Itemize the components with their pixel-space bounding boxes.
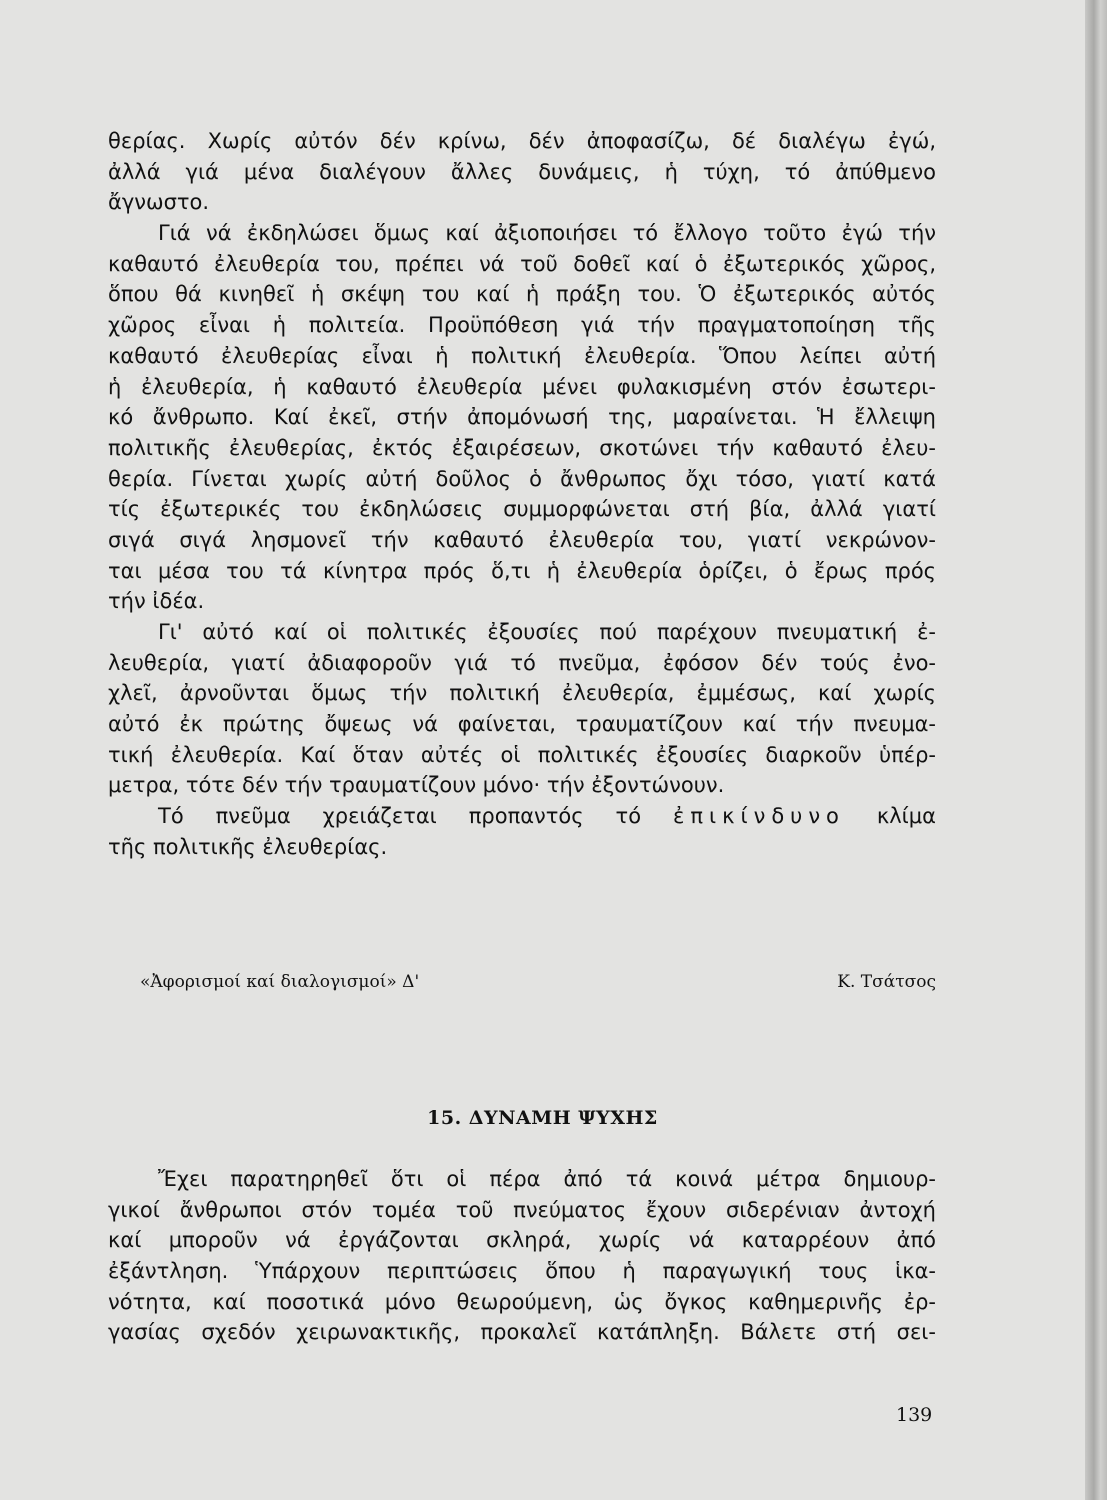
text-line: θερίας. Χωρίς αὐτόν δέν κρίνω, δέν ἀποφασίζω, δέ διαλέγω ἐγώ, <box>108 129 936 153</box>
text-line: Ἔχει παρατηρηθεῖ ὅτι οἱ πέρα ἀπό τά κοινά μέτρα δημιουρ- <box>158 1167 936 1191</box>
text-line: ἐξάντληση. Ὑπάρχουν περιπτώσεις ὅπου ἡ παραγωγική τους ἱκα- <box>108 1259 936 1284</box>
text-line: καί μποροῦν νά ἐργάζονται σκληρά, χωρίς νά καταρρέουν ἀπό <box>108 1228 936 1253</box>
section-heading: 15. ΔΥΝΑΜΗ ΨΥΧΗΣ <box>427 1107 658 1129</box>
text-line: καθαυτό ἐλευθερία του, πρέπει νά τοῦ δοθεῖ καί ὁ ἐξωτερικός χῶρος, <box>108 251 936 276</box>
text-line: ἡ ἐλευθερία, ἡ καθαυτό ἐλευθερία μένει φυλακισμένη στόν ἐσωτερι- <box>108 374 936 399</box>
text-line: αὐτό ἐκ πρώτης ὄψεως νά φαίνεται, τραυματίζουν καί τήν πνευμα- <box>108 712 936 737</box>
text-line: λευθερία, γιατί ἀδιαφοροῦν γιά τό πνεῦμα, ἐφόσον δέν τούς ἐνο- <box>108 650 936 675</box>
text-line: νότητα, καί ποσοτικά μόνο θεωρούμενη, ὡς ὄγκος καθημερινῆς ἐρ- <box>108 1289 936 1314</box>
text-line: ἄγνωστο. <box>108 190 210 215</box>
attribution-author: Κ. Τσάτσος <box>837 972 936 992</box>
text-line: καθαυτό ἐλευθερίας εἶναι ἡ πολιτική ἐλευθερία. Ὅπου λείπει αὐτή <box>108 343 936 368</box>
text-line: Γιά νά ἐκδηλώσει ὅμως καί ἀξιοποιήσει τό ἔλλογο τοῦτο ἐγώ τήν <box>158 221 936 246</box>
text-line: μετρα, τότε δέν τήν τραυματίζουν μόνο· τήν ἐξοντώνουν. <box>108 773 725 798</box>
text-block-2 <box>108 1164 936 1348</box>
text-segment: κλίμα <box>876 804 936 829</box>
page-stack-edge <box>1085 0 1107 1500</box>
spaced-emphasis: ἐπικίνδυνο <box>673 804 845 829</box>
text-line: σιγά σιγά λησμονεῖ τήν καθαυτό ἐλευθερία του, γιατί νεκρώνον- <box>108 527 936 552</box>
text-line: κό ἄνθρωπο. Καί ἐκεῖ, στήν ἀπομόνωσή της, μαραίνεται. Ἡ ἔλλειψη <box>108 405 936 430</box>
text-line: τήν ἰδέα. <box>108 589 205 614</box>
attribution <box>140 972 936 992</box>
text-line: τίς ἐξωτερικές του ἐκδηλώσεις συμμορφώνεται στή βία, ἀλλά γιατί <box>108 497 936 522</box>
text-line: τική ἐλευθερία. Καί ὅταν αὐτές οἱ πολιτικές ἐξουσίες διαρκοῦν ὑπέρ- <box>108 742 936 767</box>
text-segment: Τό πνεῦμα χρειάζεται προπαντός τό <box>158 804 642 829</box>
text-line: πολιτικῆς ἐλευθερίας, ἐκτός ἐξαιρέσεων, σκοτώνει τήν καθαυτό ἐλευ- <box>108 435 936 460</box>
text-line <box>108 801 936 832</box>
text-line: θερία. Γίνεται χωρίς αὐτή δοῦλος ὁ ἄνθρωπος ὄχι τόσο, γιατί κατά <box>108 466 936 491</box>
text-line: χῶρος εἶναι ἡ πολιτεία. Προϋπόθεση γιά τήν πραγματοποίηση τῆς <box>108 313 936 338</box>
text-line: ται μέσα του τά κίνητρα πρός ὅ,τι ἡ ἐλευθερία ὁρίζει, ὁ ἔρως πρός <box>108 558 936 583</box>
text-line: Γι' αὐτό καί οἱ πολιτικές ἐξουσίες πού παρέχουν πνευματική ἐ- <box>158 620 936 644</box>
text-line: χλεῖ, ἀρνοῦνται ὅμως τήν πολιτική ἐλευθερία, ἐμμέσως, καί χωρίς <box>108 681 936 706</box>
text-line: ὅπου θά κινηθεῖ ἡ σκέψη του καί ἡ πράξη του. Ὁ ἐξωτερικός αὐτός <box>108 282 936 307</box>
attribution-source: «Ἀφορισμοί καί διαλογισμοί» Δ' <box>140 972 420 992</box>
text-line: τῆς πολιτικῆς ἐλευθερίας. <box>108 834 388 859</box>
text-line: γικοί ἄνθρωποι στόν τομέα τοῦ πνεύματος ἔχουν σιδερένιαν ἀντοχή <box>108 1197 936 1222</box>
text-line: ἀλλά γιά μένα διαλέγουν ἄλλες δυνάμεις, ἡ τύχη, τό ἀπύθμενο <box>108 159 936 184</box>
text-line: γασίας σχεδόν χειρωνακτικῆς, προκαλεῖ κατάπληξη. Βάλετε στή σει- <box>108 1320 936 1345</box>
text-block-1 <box>108 126 936 863</box>
page-number: 139 <box>896 1404 933 1426</box>
